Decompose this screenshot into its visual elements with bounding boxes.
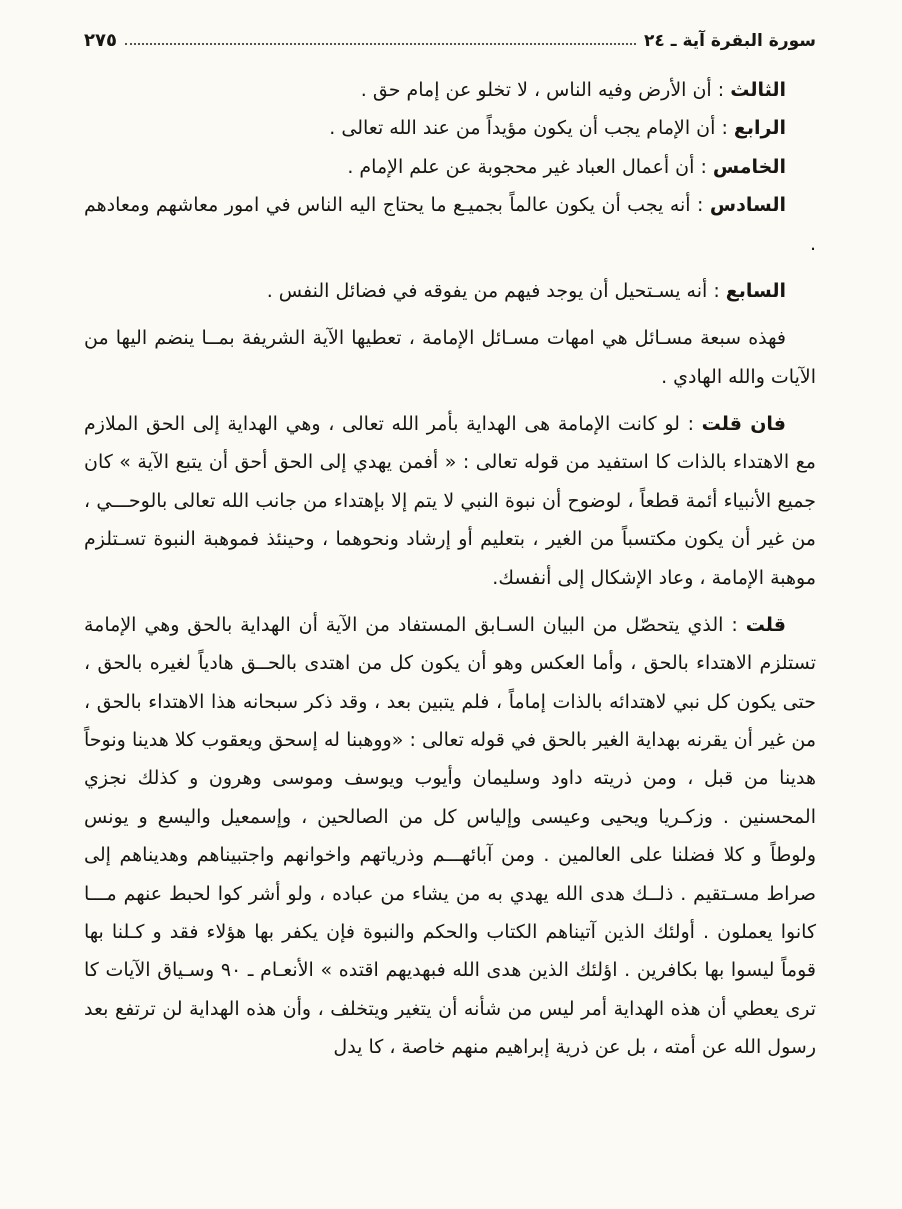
body-text [84,71,816,1066]
paragraph-text: : أنه يجب أن يكون عالماً بجميـع ما يحتاج اليه الناس في امور معاشهم ومعادهم . [84,194,816,255]
paragraph-lead: فان قلت [701,413,786,435]
paragraph-lead: السادس [709,194,786,217]
paragraph-text: : الذي يتحصّل من البيان السـابق المستفاد من الآية أن الهداية بالحق وهي الإمامة تستلزم الاهتداء بالحق ، وأما العكس وهو أن يكون كل من اهتدى بالحــق هادياً لغيره بالحق ، حتى يكون كل نبي لاهتدائه بالذات إماماً ، فلم يتبين بعد ، وقد ذكر سبحانه هذا الاهتداء بالحق ، من غير أن يقرنه بهداية الغير بالحق في قوله تعالى : «ووهبنا له إسحق ويعقوب كلا هدينا ونوحاً هدينا من قبل ، ومن ذريته داود وسليمان وأيوب ويوسف وموسى وهرون و كذلك نجزي المحسنين . وزكـريا ويحيى وعيسى وإلياس كل من الصالحين ، وإسمعيل واليسع و يونس ولوطاً و كلا فضلنا على العالمين . ومن آبائهـــم وذرياتهم واخوانهم واجتبيناهم وهديناهم إلى صراط مسـتقيم . ذلــك هدى الله يهدي به من يشاء من عباده ، ولو أشر كوا لحبط عنهم مـــا كانوا يعملون . أولئك الذين آتيناهم الكتاب والحكم والنبوة فإن يكفر بها هؤلاء فقد و كـلنا بها قوماً ليسوا بها بكافرين . اؤلئك الذين هدى الله فبهديهم اقتده » الأنعـام ـ ٩٠ وسـياق الآيات كا ترى يعطي أن هذه الهداية أمر ليس من شأنه أن يتغير ويتخلف ، وأن هذه الهداية لن ترتفع بعد رسول الله عن أمته ، بل عن ذرية إبراهيم منهم خاصة ، كا يدل [84,613,816,1058]
paragraph-third [84,71,816,109]
paragraph-lead: قلت [745,613,786,636]
paragraph-lead: الخامس [712,155,786,178]
paragraph-text: : أن الأرض وفيه الناس ، لا تخلو عن إمام حق . [360,79,731,101]
page-number: ٢٧٥ [84,30,117,51]
paragraph-question [84,405,816,597]
paragraph-lead: السابع [725,279,786,302]
chapter-header-title: سورة البقرة آية ـ ٢٤ [644,31,816,51]
header-dotted-rule [125,43,636,45]
paragraph-text: : لو كانت الإمامة هى الهداية بأمر الله تعالى ، وهي الهداية إلى الحق الملازم مع الاهتداء بالذات كا استفيد من قوله تعالى : « أفمن يهدي إلى الحق أحق أن يتبع الآية » كان جميع الأنبياء أئمة قطعاً ، لوضوح أن نبوة النبي لا يتم إلا بإهتداء من جانب الله تعالى بالوحـــي ، من غير أن يكون مكتسباً من الغير ، بتعليم أو إرشاد ونحوهما ، وحينئذ فموهبة النبوة تسـتلزم موهبة الإمامة ، وعاد الإشكال إلى أنفسك. [84,413,816,589]
paragraph-text: فهذه سبعة مسـائل هي امهات مسـائل الإمامة ، تعطيها الآية الشريفة بمــا ينضم اليها من الآيات والله الهادي . [84,327,816,388]
paragraph-sixth [84,186,816,263]
paragraph-summary [84,319,816,396]
paragraph-seventh [84,272,816,310]
paragraph-lead: الثالث [730,79,786,101]
paragraph-answer [84,606,816,1067]
paragraph-text: : أنه يسـتحيل أن يوجد فيهم من يفوقه في فضائل النفس . [266,279,726,302]
paragraph-text: : أن الإمام يجب أن يكون مؤيداً من عند الله تعالى . [329,117,734,140]
paragraph-text: : أن أعمال العباد غير محجوبة عن علم الإمام . [347,155,713,178]
paragraph-fourth [84,109,816,147]
page-header [84,30,816,51]
paragraph-fifth [84,148,816,186]
paragraph-lead: الرابع [733,117,786,140]
